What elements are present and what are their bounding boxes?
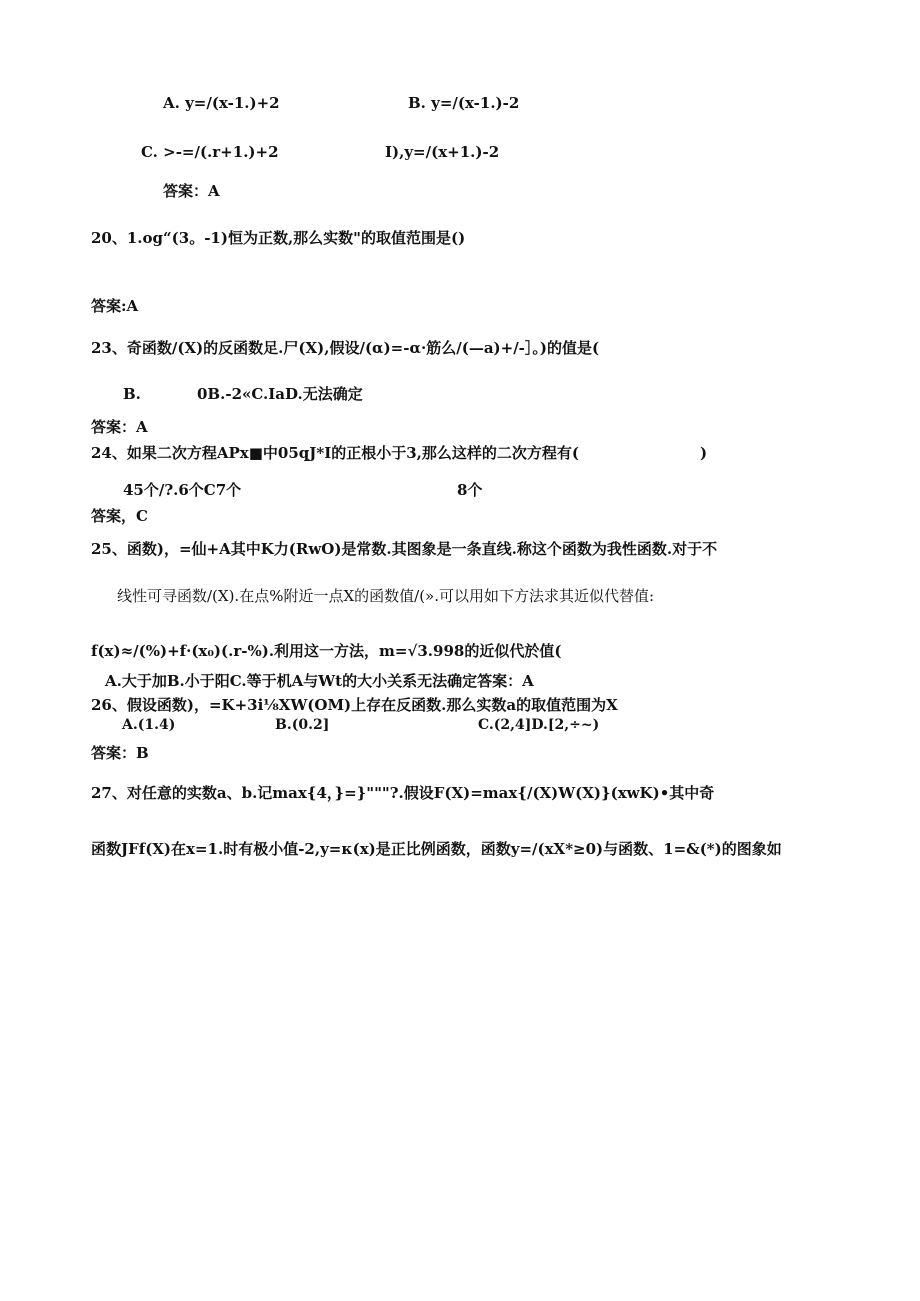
q19-option-b: B. y=/(x-1.)-2 <box>408 94 520 112</box>
q26-stem: 26、假设函数)，=K+3i⅛XW(OM)上存在反函数.那么实数a的取值范围为X <box>91 696 618 714</box>
q27-stem-line1: 27、对任意的实数a、b.记max{4，}=}"""?.假设F(X)=max{/(X)W(X)}(xwK)•其中奇 <box>91 784 715 802</box>
q23-answer: 答案：A <box>91 418 148 436</box>
q25-options: A.大于加B.小于阳C.等于机A与Wt的大小关系无法确定答案：A <box>105 672 534 690</box>
q26-answer: 答案：B <box>91 744 149 762</box>
q25-stem-line2: 线性可寻函数/(X).在点%附近一点X的函数值/(».可以用如下方法求其近似代替值: <box>117 587 655 605</box>
q26-option-a: A.(1.4) <box>122 717 176 733</box>
q23-option-b: B. <box>123 385 141 403</box>
q24-answer: 答案，C <box>91 507 148 525</box>
q27-stem-line2: 函数JFf(X)在x=1.时有极小值-2,y=κ(x)是正比例函数，函数y=/(xX*≥0)与函数、1=&(*)的图象如 <box>91 840 782 858</box>
q24-stem: 24、如果二次方程APx■中05qJ*I的正根小于3,那么这样的二次方程有( <box>91 444 579 462</box>
q19-answer: 答案：A <box>163 182 220 200</box>
q23-options-rest: 0B.-2«C.IaD.无法确定 <box>197 385 363 403</box>
q25-stem-line1: 25、函数)，=仙+A其中K力(RwO)是常数.其图象是一条直线.称这个函数为我性函数.对于不 <box>91 540 718 558</box>
q20-stem: 20、1.og“(3。-1)恒为正数,那么实数"的取值范围是() <box>91 229 466 247</box>
q26-option-cd: C.(2,4]D.[2,÷~) <box>478 717 600 733</box>
q26-option-b: B.(0.2] <box>275 717 330 733</box>
q23-stem: 23、奇函数/(X)的反函数足.尸(X),假设/(α)=-α·筋么/(—a)+/-］。)的值是( <box>91 339 600 357</box>
q24-paren-close: ) <box>700 444 708 462</box>
q19-option-c: C. >-=/(.r+1.)+2 <box>141 143 279 161</box>
q19-option-a: A. y=/(x-1.)+2 <box>163 94 280 112</box>
q25-stem-line3: f(x)≈/(%)+f·(x₀)(.r-%).利用这一方法，m=√3.998的近似代於值( <box>91 642 562 660</box>
q24-options: 45个/?.6个C7个 <box>123 481 242 499</box>
q19-option-d: I),y=/(x+1.)-2 <box>385 143 500 161</box>
q20-answer: 答案:A <box>91 297 139 315</box>
q24-option-d: 8个 <box>457 481 483 499</box>
